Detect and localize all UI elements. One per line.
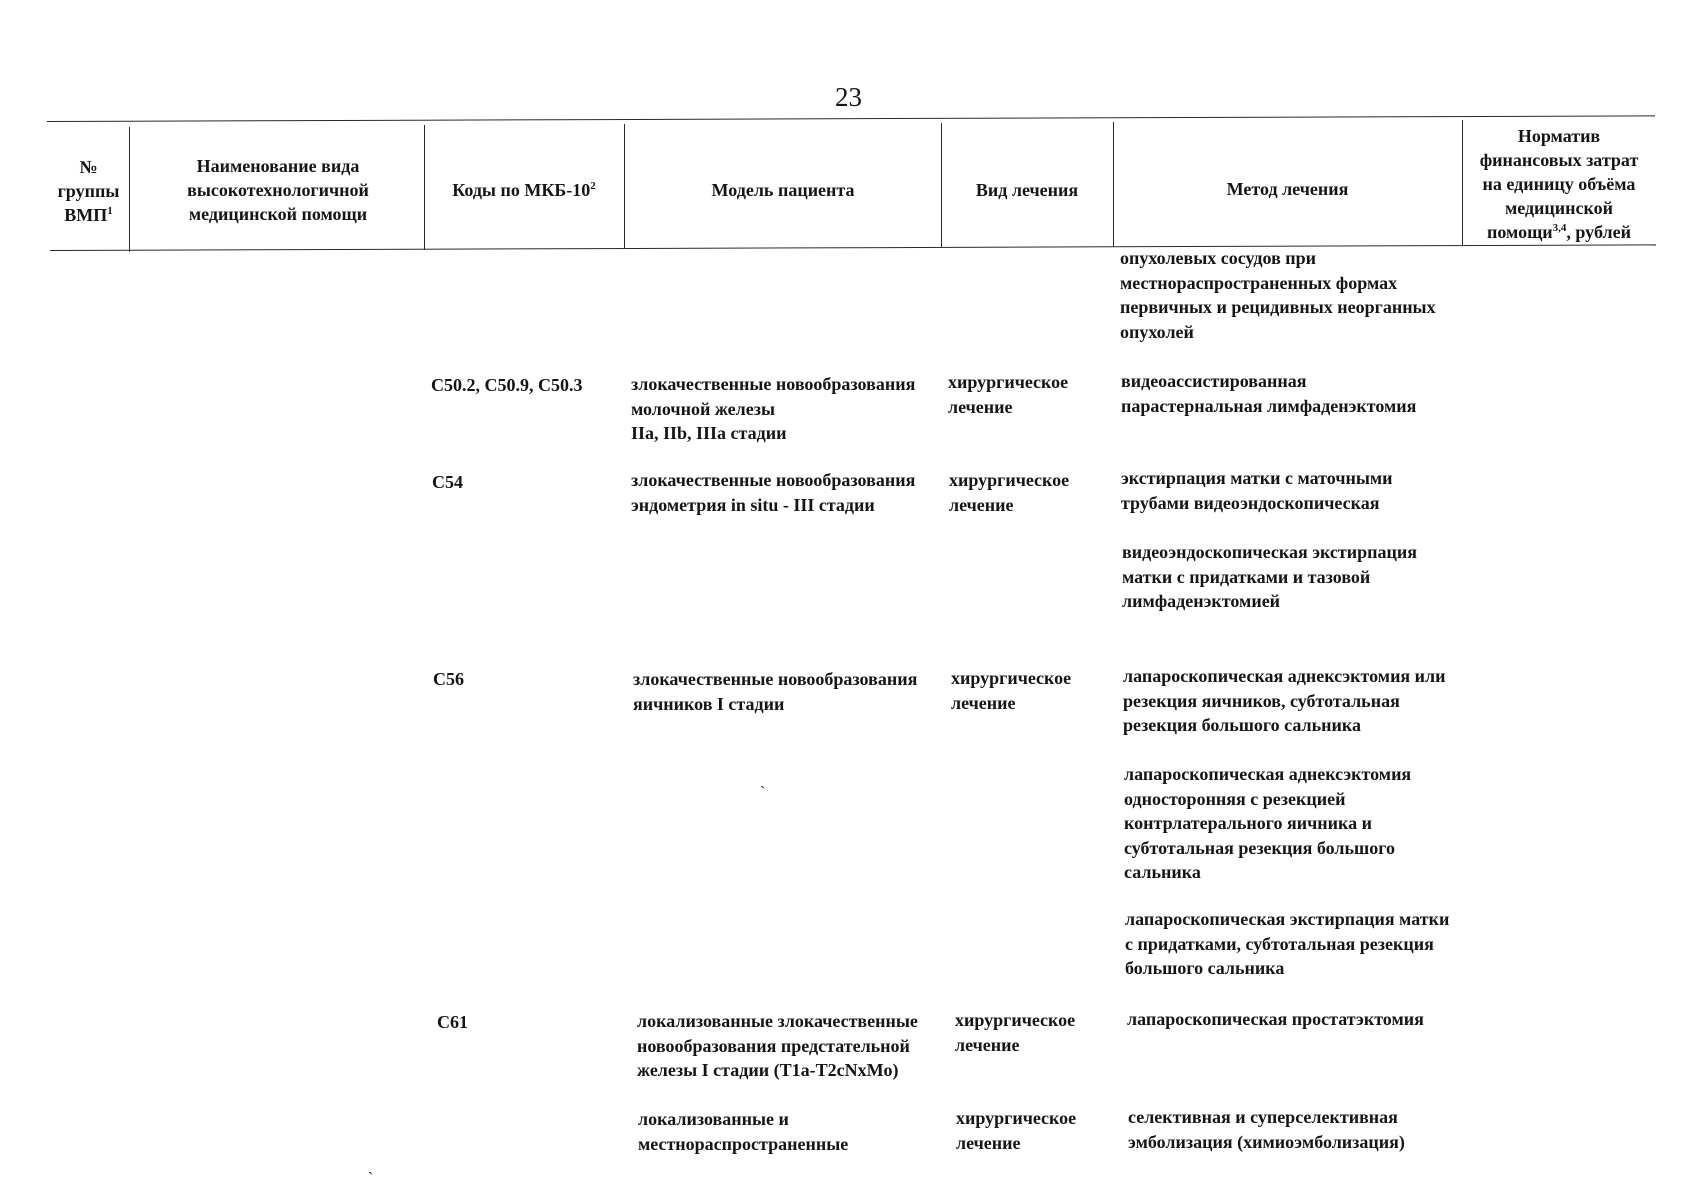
- row-c61-method-1: лапароскопическая простатэктомия: [1127, 1009, 1424, 1029]
- header-care-type-text: Наименование вида высокотехнологичной медицинской помощи: [187, 156, 369, 224]
- col-divider-5: [1113, 122, 1114, 247]
- header-treatment-method: [1115, 150, 1460, 228]
- row-c61b-treatment: хирургическое лечение: [956, 1108, 1077, 1153]
- row-c54-method-1: экстирпация матки с маточными трубами видеоэндоскопическая: [1121, 468, 1393, 513]
- row-c50-model: злокачественные новообразования молочной железы IIa, IIb, IIIa стадии: [631, 374, 916, 443]
- col-divider-1: [129, 127, 130, 252]
- header-cost-standard-text: Норматив финансовых затрат на единицу объёма медицинской помощи$^{3,4}$, рублей: [1479, 126, 1639, 242]
- row-c50-code: C50.2, C50.9, C50.3: [431, 375, 583, 395]
- header-treatment-type-text: Вид лечения: [975, 180, 1079, 200]
- col-divider-4: [941, 123, 942, 248]
- continuation-method: опухолевых сосудов при местнораспространенных формах первичных и рецидивных неорганных опухолей: [1120, 248, 1436, 342]
- page-number: 23: [835, 82, 862, 112]
- row-c50-treatment: хирургическое лечение: [948, 372, 1069, 417]
- col-divider-3: [624, 124, 625, 249]
- row-c61-treatment: хирургическое лечение: [955, 1010, 1076, 1055]
- header-icd-codes-text: Коды по МКБ-$10^2$: [452, 180, 596, 200]
- header-treatment-method-text: Метод лечения: [1226, 179, 1349, 199]
- header-cost-standard: [1464, 123, 1654, 245]
- header-group-number-text: № группы ВМП$^1$: [57, 157, 120, 225]
- row-c61b-model: локализованные и местнораспространенные: [638, 1109, 849, 1154]
- row-c56-method-1: лапароскопическая аднексэктомия или резекция яичников, субтотальная резекция большого сальника: [1123, 666, 1446, 735]
- row-c56-treatment: хирургическое лечение: [951, 668, 1072, 713]
- row-c54-treatment: хирургическое лечение: [949, 470, 1070, 515]
- col-divider-2: [424, 125, 425, 250]
- row-c56-model: злокачественные новообразования яичников I стадии: [633, 669, 918, 714]
- col-divider-6: [1462, 120, 1463, 245]
- header-patient-model-text: Модель пациента: [711, 180, 855, 200]
- row-c61-model: локализованные злокачественные новообразования предстательной железы I стадии (T1a-T2cNxMo): [637, 1011, 918, 1080]
- row-c54-code: C54: [432, 472, 463, 492]
- header-patient-model: [626, 150, 940, 230]
- header-treatment-type: [943, 150, 1111, 230]
- scan-speck: ˏ: [760, 772, 766, 789]
- row-c54-method-2: видеоэндоскопическая экстирпация матки с придатками и тазовой лимфаденэктомией: [1122, 542, 1417, 611]
- header-top-rule: [47, 115, 1655, 122]
- row-c56-method-2: лапароскопическая аднексэктомия односторонняя с резекцией контрлатерального яичника и субтотальная резекция большого сальника: [1124, 764, 1412, 882]
- row-c56-code: C56: [433, 669, 464, 689]
- header-care-type: [136, 150, 420, 230]
- row-c56-method-3: лапароскопическая экстирпация матки с придатками, субтотальная резекция большого сальника: [1125, 909, 1450, 978]
- header-group-number: [48, 150, 129, 232]
- row-c50-method-1: видеоассистированная парастернальная лимфаденэктомия: [1121, 371, 1417, 416]
- row-c61b-method-1: селективная и суперселективная эмболизация (химиоэмболизация): [1128, 1107, 1405, 1152]
- row-c54-model: злокачественные новообразования эндометрия in situ - III стадии: [631, 470, 916, 515]
- row-c61-code: C61: [437, 1012, 468, 1032]
- header-icd-codes: [426, 150, 622, 230]
- scan-speck: ˏ: [368, 1158, 374, 1175]
